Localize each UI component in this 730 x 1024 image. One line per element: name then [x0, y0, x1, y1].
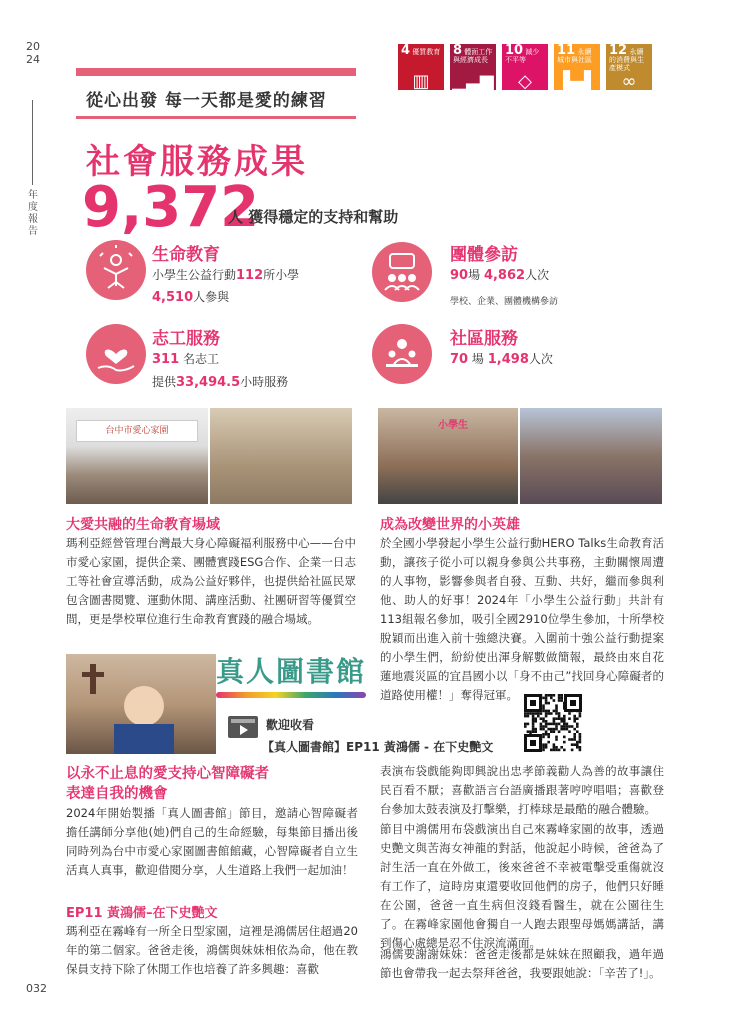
group-visit-title: 團體參訪: [450, 245, 518, 265]
speaker-face: [124, 686, 164, 726]
video-welcome-text: 歡迎收看: [266, 718, 315, 732]
sidebar-divider: [32, 100, 33, 185]
section-human-library-title-line1: 以永不止息的愛支持心智障礙者: [66, 766, 269, 782]
qr-code[interactable]: [524, 694, 582, 752]
growth-icon: ▁▃▆: [452, 71, 494, 92]
sdg-10-tile: [502, 44, 548, 90]
group-visit-stat-2: 學校、企業、團體機構參訪: [450, 297, 559, 307]
section-life-education-body: 瑪利亞經營管理台灣最大身心障礙福利服務中心——台中市愛心家園，提供企業、團體實踐ESG合作、企業一日志工等社會宣導活動，成為公益好夥伴，也提供給社區民眾包含圖書閱覽、運動休閒、講座活動、社團研習等優質空間，更是學校單位進行生命教育實踐的融合場域。: [66, 536, 356, 626]
slogan-bar-top: [76, 68, 356, 76]
cross-bar: [82, 672, 104, 677]
report-label: 年度報告: [28, 190, 38, 237]
video-play-icon[interactable]: [228, 716, 258, 738]
sdg-4-tile: [398, 44, 444, 90]
photo-award-ceremony: [378, 408, 518, 504]
section-hero-title: 成為改變世界的小英雄: [380, 517, 520, 533]
page-title: 社會服務成果: [86, 142, 308, 182]
cross-decoration: [90, 664, 96, 694]
sdg-8-tile: [450, 44, 496, 90]
community-service-stat: 70 場 1,498人次: [450, 352, 553, 367]
equality-icon: ◇: [518, 71, 532, 92]
section-human-library-intro: 2024年開始製播「真人圖書館」節目，邀請心智障礙者擔任講師分享他(她)們自己的生命經驗，每集節目播出後同時列為台中市愛心家園圖書館館藏，心智障礙者自立生活真人真事，歡迎借閱分享，人生道路上我們一起加油！: [66, 806, 358, 877]
community-service-icon: [372, 324, 432, 384]
section-human-library-title-line2: 表達自我的機會: [66, 786, 168, 802]
episode-body-start: 瑪利亞在霧峰有一所全日型家園，這裡是鴻儒居住超過20年的第二個家。爸爸走後，鴻儒與妹妹相依為命，他在教保員支持下除了休閒工作也培養了許多興趣：喜歡: [66, 924, 358, 976]
episode-body-p2: 節目中鴻儒用布袋戲演出自己來霧峰家園的故事，透過史艷文與苦海女神龍的對話，他說起小時候，爸爸為了討生活一直在外做工，後來爸爸不幸被電擊受重傷就沒有工作了，這時房東還要收回他們的房子，他們只好睡在公園，爸爸一直生病但沒錢看醫生，就在公園往生了。在霧峰家園他會獨自一人跑去跟聖母媽媽講話，講到傷心處總是忍不住淚流滿面。: [380, 822, 664, 950]
rainbow-bar: [216, 692, 366, 698]
sdg-number: 11: [557, 43, 576, 58]
book-icon: ▥: [412, 71, 430, 92]
section-hero-body: 於全國小學發起小學生公益行動HERO Talks生命教育活動，讓孩子從小可以親身參與公共事務，主動關懷周遭的人事物，影響參與者自發、互動、共好，繼而參與利他、助人的好事！2024年「小學生公益行動」共計有113組報名參加，吸引全國2910位學生參加，十所學校脫穎而出進入前十強總決賽。入圍前十強公益行動提案的小學生們，紛紛使出渾身解數做簡報，最終由來自花蓮地震災區的宜昌國小以「身不由己”找回身心障礙者的道路使用權！」奪得冠軍。: [380, 536, 664, 702]
human-library-logo: [216, 650, 366, 704]
sdg-label: 永續的消費與生產模式: [609, 48, 644, 72]
speaker-shirt: [114, 724, 174, 754]
volunteer-icon: [86, 324, 146, 384]
sdg-number: 10: [505, 43, 524, 58]
slogan: 從心出發 每一天都是愛的練習: [86, 91, 327, 111]
life-education-title: 生命教育: [152, 245, 220, 265]
life-education-stat-1: 小學生公益行動112所小學: [152, 268, 300, 283]
episode-body-p3: 鴻儒要謝謝妹妹：爸爸走後都是妹妹在照顧我，過年過節也會帶我一起去祭拜爸爸，我要跟她說：「辛苦了!」。: [380, 947, 664, 980]
total-served-number: 9,372: [82, 175, 260, 240]
sdg-number: 4: [401, 43, 411, 58]
total-served-caption: 人 獲得穩定的支持和幫助: [228, 208, 399, 226]
sdg-label: 優質教育: [410, 48, 441, 56]
episode-title: EP11 黃鴻儒–在下史艷文: [66, 906, 218, 921]
group-visit-icon: [372, 242, 432, 302]
love-home-sign: 台中市愛心家園: [76, 420, 198, 442]
sdg-label: 永續城市與社區: [557, 48, 592, 64]
video-thumbnail[interactable]: [66, 654, 216, 754]
volunteer-stat-1: 311 名志工: [152, 352, 219, 367]
life-education-stat-2: 4,510人參與: [152, 290, 230, 305]
video-episode-title[interactable]: 【真人圖書館】EP11 黃鴻儒 - 在下史艷文: [262, 740, 494, 754]
sdg-12-tile: [606, 44, 652, 90]
sdg-number: 8: [453, 43, 463, 58]
volunteer-stat-2: 提供33,494.5小時服務: [152, 375, 289, 390]
photo-library-activity: [210, 408, 352, 504]
episode-body-p1: 表演布袋戲能夠即興說出忠孝節義勸人為善的故事讓住民百看不厭；喜歡語言台語廣播跟著哼哼唱唱；喜歡登台參加太鼓表演及打擊樂，打棒球是最酷的融合體驗。: [380, 764, 664, 816]
life-education-icon: [86, 240, 146, 300]
sdg-11-tile: [554, 44, 600, 90]
sdg-label: 減少不平等: [505, 48, 540, 64]
slogan-bar-bottom: [76, 116, 356, 119]
photo-group-audience: [520, 408, 662, 504]
volunteer-title: 志工服務: [152, 329, 220, 349]
city-icon: ▙▟: [563, 71, 591, 92]
infinity-icon: ∞: [621, 71, 637, 92]
community-service-title: 社區服務: [450, 329, 518, 349]
hero-banner-text: 小學生: [438, 420, 468, 431]
human-library-logo-text: 真人圖書館: [216, 655, 367, 688]
report-year: 2024: [26, 40, 40, 66]
section-life-education-title: 大愛共融的生命教育場域: [66, 517, 220, 533]
sdg-label: 體面工作與經濟成長: [453, 48, 493, 64]
photo-love-home-sign: [66, 408, 208, 504]
page-number: 032: [26, 982, 47, 995]
group-visit-stat-1: 90場 4,862人次: [450, 268, 550, 283]
sdg-number: 12: [609, 43, 628, 58]
